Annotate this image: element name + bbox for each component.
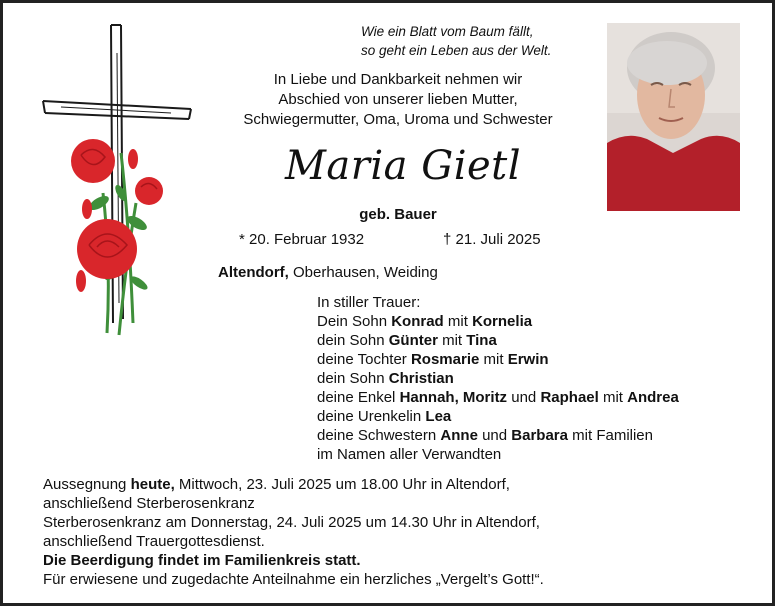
note-line: anschließend Trauergottesdienst. [43,533,265,550]
mourner-name: Barbara [511,427,568,444]
note-text: Mittwoch, 23. Juli 2025 um 18.00 Uhr in Altendorf, [174,476,510,493]
mourner-conj: mit [443,313,473,330]
note-emphasis: heute, [130,476,175,493]
mourner-conj: und [477,427,512,444]
intro-line-3: Schwiegermutter, Oma, Uroma und Schwester [243,111,553,128]
motto-line-2: so geht ein Leben aus der Welt. [361,43,552,58]
mourner-name: Kornelia [472,313,533,330]
mourner-name: Konrad [391,313,444,330]
maiden-name: geb. Bauer [359,206,437,223]
mourner-relation: deine Tochter [317,351,411,368]
intro-line-2: Abschied von unserer lieben Mutter, [278,91,518,108]
mourner-relation: Dein Sohn [317,313,392,330]
birth-date: * 20. Februar 1932 [239,231,365,248]
mourner-name: Tina [466,332,497,349]
note-line-bold [43,551,544,570]
mourner-name: Andrea [627,389,679,406]
mourner-relation: dein Sohn [317,370,389,387]
deceased-name: Maria Gietl [284,143,522,189]
mourners-intro: In stiller Trauer: [317,294,421,311]
note-emphasis: Die Beerdigung findet im Familienkreis statt. [43,552,361,569]
mourner-line [317,426,679,445]
note-text: Aussegnung [43,476,131,493]
mourner-name: Anne [440,427,478,444]
service-notes [43,475,544,589]
note-line [43,475,544,494]
mourner-relation: deine Enkel [317,389,400,406]
mourner-conj: und [507,389,541,406]
mourner-conj: mit [437,332,467,349]
mourners-closing: im Namen aller Verwandten [317,446,502,463]
mourner-name: Günter [388,332,438,349]
mourner-name: Erwin [507,351,549,368]
mourner-line [317,350,679,369]
mourner-relation: deine Urenkelin [317,408,426,425]
mourner-line [317,331,679,350]
mourner-conj: mit [479,351,508,368]
place-main: Altendorf, [218,264,289,281]
mourner-line [317,407,679,426]
mourner-line [317,312,679,331]
mourner-name: Hannah, Moritz [399,389,508,406]
mourner-relation: deine Schwestern [317,427,441,444]
motto [361,22,551,60]
intro-line-1: In Liebe und Dankbarkeit nehmen wir [273,71,523,88]
note-line: Für erwiesene und zugedachte Anteilnahme ein herzliches „Vergelt’s Gott!“. [43,571,544,588]
death-date: † 21. Juli 2025 [443,231,541,248]
mourner-name: Rosmarie [410,351,480,368]
mourners-list [317,293,679,464]
mourner-line [317,369,679,388]
note-line: anschließend Sterberosenkranz [43,495,255,512]
mourner-relation: dein Sohn [317,332,389,349]
mourner-conj: mit [598,389,628,406]
mourner-conj: mit Familien [567,427,653,444]
motto-line-1: Wie ein Blatt vom Baum fällt, [361,24,534,39]
places [218,264,438,281]
intro-text [208,70,588,130]
mourner-name: Raphael [540,389,599,406]
cross-with-roses-icon [41,23,196,343]
mourner-name: Christian [388,370,454,387]
mourner-line [317,388,679,407]
portrait-photo [607,23,740,211]
place-others: Oberhausen, Weiding [288,264,438,281]
note-line: Sterberosenkranz am Donnerstag, 24. Juli 2025 um 14.30 Uhr in Altendorf, [43,514,540,531]
mourner-name: Lea [425,408,452,425]
